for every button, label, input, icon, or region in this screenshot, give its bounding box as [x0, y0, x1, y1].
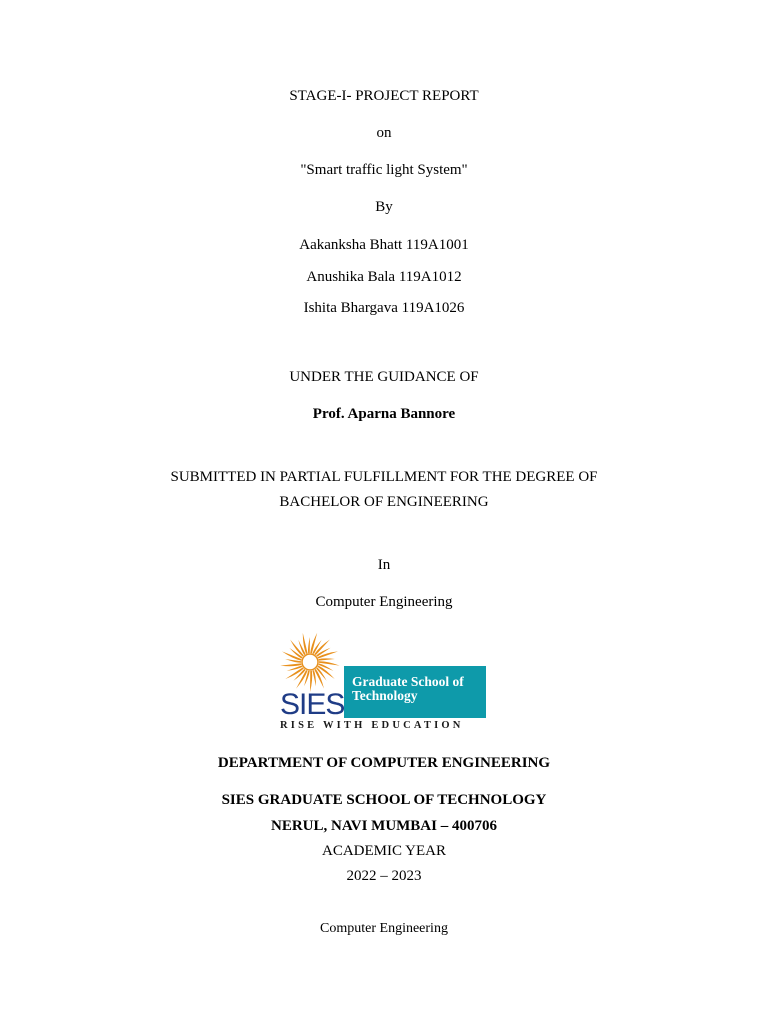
guidance-label: UNDER THE GUIDANCE OF: [289, 369, 479, 385]
footer-text: Computer Engineering: [320, 921, 448, 936]
report-stage: STAGE-I- PROJECT REPORT: [289, 88, 479, 104]
logo-school-box: [344, 666, 486, 718]
sun-ray: [310, 633, 317, 653]
author-2: Anushika Bala 119A1012: [306, 269, 462, 285]
report-by: By: [375, 199, 393, 215]
branch-name: Computer Engineering: [315, 594, 453, 610]
sies-logo: [278, 630, 490, 734]
logo-box-line-2: Technology: [352, 688, 418, 703]
school-address: NERUL, NAVI MUMBAI – 400706: [271, 818, 497, 834]
submitted-line-2: BACHELOR OF ENGINEERING: [279, 494, 489, 510]
sun-ray: [308, 637, 310, 653]
academic-year: 2022 – 2023: [346, 868, 422, 884]
school-name: SIES GRADUATE SCHOOL OF TECHNOLOGY: [221, 792, 547, 808]
report-on: on: [376, 125, 392, 141]
sun-ray: [280, 663, 301, 666]
academic-year-label: ACADEMIC YEAR: [321, 843, 447, 859]
logo-sies-text: SIES: [280, 688, 345, 721]
sun-icon: [278, 630, 344, 692]
submitted-line-1: SUBMITTED IN PARTIAL FULFILLMENT FOR THE DEGREE OF: [170, 469, 598, 485]
sun-ray: [319, 658, 335, 660]
in-label: In: [377, 557, 391, 573]
guide-name: Prof. Aparna Bannore: [312, 406, 456, 422]
sun-ray: [312, 670, 316, 686]
project-title: "Smart traffic light System": [300, 162, 468, 178]
logo-box-line-1: Graduate School of: [352, 674, 464, 689]
department-name: DEPARTMENT OF COMPUTER ENGINEERING: [217, 755, 551, 771]
sun-center: [302, 654, 318, 670]
logo-tagline: RISE WITH EDUCATION: [280, 720, 464, 731]
author-1: Aakanksha Bhatt 119A1001: [299, 237, 469, 253]
author-3: Ishita Bhargava 119A1026: [303, 300, 465, 316]
